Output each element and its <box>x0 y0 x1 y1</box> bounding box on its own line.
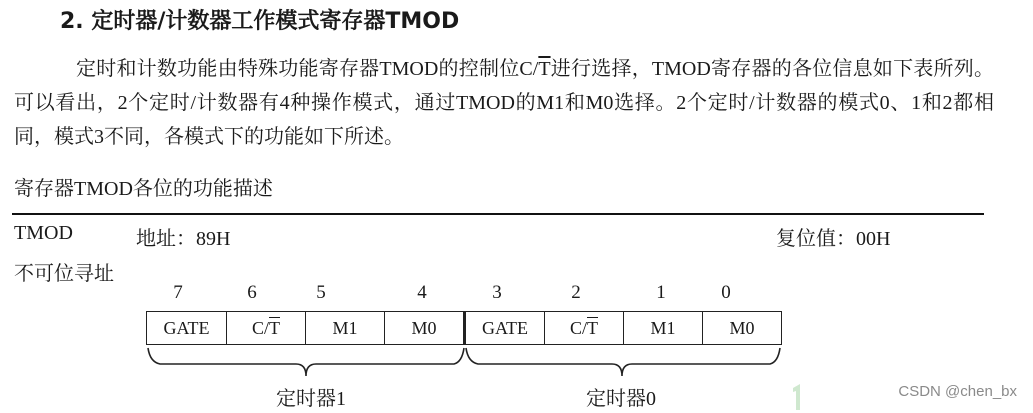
paragraph-t-overline: $\overline{T}$ <box>538 58 551 80</box>
bit-number-5: 5 <box>316 282 326 303</box>
bit-number-4: 4 <box>417 282 427 303</box>
bit-number-1: 1 <box>656 282 666 303</box>
bit-cell-3: GATE <box>466 312 545 344</box>
register-caption: 寄存器TMOD各位的功能描述 <box>14 178 273 200</box>
register-name: TMOD <box>14 222 73 244</box>
paragraph-text-1: 定时和计数功能由特殊功能寄存器TMOD的控制位C/ <box>76 58 539 80</box>
decorative-mark <box>790 382 804 412</box>
timer0-brace <box>466 348 780 376</box>
bit-cell-1: M1 <box>624 312 703 344</box>
section-heading: 2. 定时器/计数器工作模式寄存器TMOD <box>60 9 460 34</box>
paragraph-text-2: 进行选择，TMOD寄存器的各位信息如下表所列。可以看出，2个定时/计数器有4种操作模式，通过TMOD的M1和M0选择。2个定时/计数器的模式0、1和2都相同，模式3不同，各模式下的功能如下所述。 <box>14 58 994 148</box>
bit-cell-4: M0 <box>385 312 466 344</box>
bit-cell-7: GATE <box>147 312 227 344</box>
group-label-timer0: 定时器0 <box>586 388 656 410</box>
group-braces <box>0 344 1033 384</box>
timer1-brace <box>148 348 464 376</box>
watermark: CSDN @chen_bx <box>898 383 1017 400</box>
bit-cell-5: M1 <box>306 312 385 344</box>
bit-cell-6: C/ $\overline{T}$ <box>227 312 306 344</box>
bit-cell-0: M0 <box>729 317 755 338</box>
group-label-timer1: 定时器1 <box>276 388 346 410</box>
bit-number-3: 3 <box>492 282 502 303</box>
register-addressability: 不可位寻址 <box>14 263 114 285</box>
register-reset-value: 复位值：00H <box>776 228 891 250</box>
register-address: 地址：89H <box>136 228 231 250</box>
bit-number-6: 6 <box>247 282 257 303</box>
register-bit-table <box>146 311 782 345</box>
bit-cell-2: C/ $\overline{T}$ <box>545 312 624 344</box>
intro-paragraph <box>14 52 994 154</box>
horizontal-rule <box>12 213 984 215</box>
bit-number-0: 0 <box>721 282 731 303</box>
bit-number-7: 7 <box>173 282 183 303</box>
bit-number-2: 2 <box>571 282 581 303</box>
